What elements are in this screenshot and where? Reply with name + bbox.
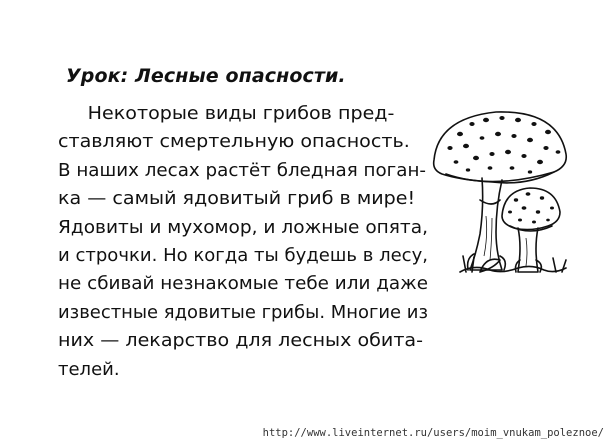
text-line: известные ядовитые грибы. Многие из	[58, 301, 429, 323]
lesson-text	[58, 100, 429, 384]
text-line: них — лекарство для лесных обита-	[58, 330, 424, 352]
text-line: не сбивай незнакомые тебе или даже	[58, 273, 429, 295]
page-title: Урок: Лесные опасности.	[66, 65, 346, 87]
footer-url: http://www.liveinternet.ru/users/moim_vnukam_poleznoe/	[262, 427, 604, 439]
text-line: и строчки. Но когда ты будешь в лесу,	[58, 245, 429, 267]
text-line: Ядовиты и мухомор, и ложные опята,	[58, 216, 428, 238]
text-line: В наших лесах растёт бледная поган-	[58, 159, 427, 181]
text-line: ка — самый ядовитый гриб в мире!	[58, 188, 416, 210]
small-mushroom-stem	[518, 228, 538, 272]
tall-mushroom-gills	[446, 172, 554, 182]
text-line: телей.	[58, 358, 120, 380]
mushroom-illustration	[426, 96, 586, 288]
tall-mushroom-stem	[470, 178, 502, 270]
text-line: Некоторые виды грибов пред-	[87, 103, 395, 124]
text-line: ставляют смертельную опасность.	[58, 131, 410, 153]
